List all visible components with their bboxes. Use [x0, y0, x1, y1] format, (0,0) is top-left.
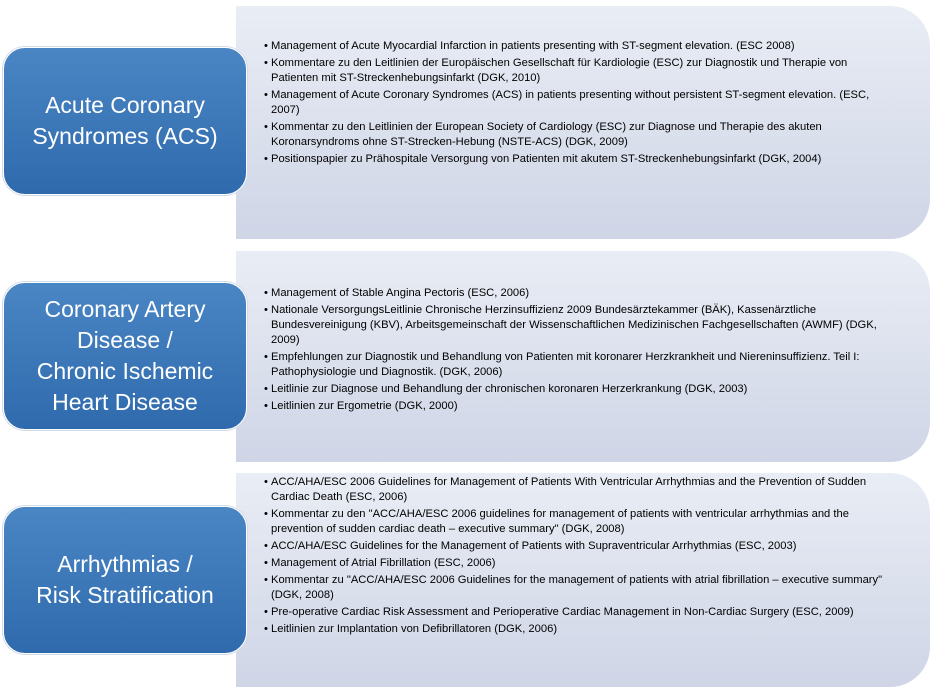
guideline-item: • Pre-operative Cardiac Risk Assessment and Perioperative Cardiac Management in Non-Cardiac Surgery (ESC, 2009) — [264, 605, 896, 620]
topic-cad-label: Coronary Artery Disease / Chronic Ischemic Heart Disease — [36, 296, 214, 415]
topic-acs-label: Acute Coronary Syndromes (ACS) — [32, 92, 218, 149]
guideline-item: • Leitlinien zur Implantation von Defibrillatoren (DGK, 2006) — [264, 622, 896, 637]
guideline-item: • Management of Atrial Fibrillation (ESC, 2006) — [264, 556, 896, 571]
guideline-item: • Management of Acute Myocardial Infarction in patients presenting with ST-segment elevation. (ESC 2008) — [264, 39, 896, 54]
guideline-item: • Empfehlungen zur Diagnostik und Behandlung von Patienten mit koronarer Herzkrankheit und Niereninsuffizienz. Teil I: Pathophysiologie und Diagnostik. (DGK, 2006) — [264, 350, 896, 380]
topic-arrhythmias — [3, 506, 247, 654]
guideline-item: • Kommentare zu den Leitlinien der Europäischen Gesellschaft für Kardiologie (ESC) zur Diagnostik und Therapie von Patienten mit ST-Streckenhebungsinfarkt (DGK, 2010) — [264, 56, 896, 86]
cad-guideline-list — [264, 286, 896, 416]
guideline-item: • ACC/AHA/ESC 2006 Guidelines for Management of Patients With Ventricular Arrhythmias and the Prevention of Sudden Cardiac Death (ESC, 2006) — [264, 475, 896, 505]
guideline-item: • ACC/AHA/ESC Guidelines for the Management of Patients with Supraventricular Arrhythmias (ESC, 2003) — [264, 539, 896, 554]
guideline-item: • Management of Acute Coronary Syndromes (ACS) in patients presenting without persistent ST-segment elevation. (ESC, 2007) — [264, 88, 896, 118]
cad-guidelines-panel — [236, 251, 930, 462]
guideline-item: • Kommentar zu den "ACC/AHA/ESC 2006 guidelines for management of patients with ventricular arrhythmias and the prevention of sudden cardiac death – executive summary" (DGK, 2008) — [264, 507, 896, 537]
topic-acs — [3, 47, 247, 195]
acs-guideline-list — [264, 39, 896, 169]
topic-arrhythmias-label: Arrhythmias / Risk Stratification — [36, 551, 214, 608]
guideline-item: • Positionspapier zu Prähospitale Versorgung von Patienten mit akutem ST-Streckenhebungsinfarkt (DGK, 2004) — [264, 152, 896, 167]
guideline-item: • Leitlinie zur Diagnose und Behandlung der chronischen koronaren Herzerkrankung (DGK, 2003) — [264, 382, 896, 397]
topic-cad — [3, 282, 247, 430]
guideline-item: • Management of Stable Angina Pectoris (ESC, 2006) — [264, 286, 896, 301]
arrhythmia-guideline-list — [264, 475, 896, 639]
arrhythmia-guidelines-panel — [236, 473, 930, 687]
guideline-item: • Leitlinien zur Ergometrie (DGK, 2000) — [264, 399, 896, 414]
acs-guidelines-panel — [236, 6, 930, 239]
guideline-item: • Kommentar zu den Leitlinien der European Society of Cardiology (ESC) zur Diagnose und Therapie des akuten Koronarsyndroms ohne ST-Strecken-Hebung (NSTE-ACS) (DGK, 2009) — [264, 120, 896, 150]
guideline-item: • Nationale VersorgungsLeitlinie Chronische Herzinsuffizienz 2009 Bundesärztekammer (BÄK), Kassenärztliche Bundesvereinigung (KBV), Arbeitsgemeinschaft der Wissenschaftlichen Medizinischen Fachgesellschaften (AWMF) (DGK, 2009) — [264, 303, 896, 348]
guideline-item: • Kommentar zu "ACC/AHA/ESC 2006 Guidelines for the management of patients with atrial fibrillation – executive summary" (DGK, 2008) — [264, 573, 896, 603]
